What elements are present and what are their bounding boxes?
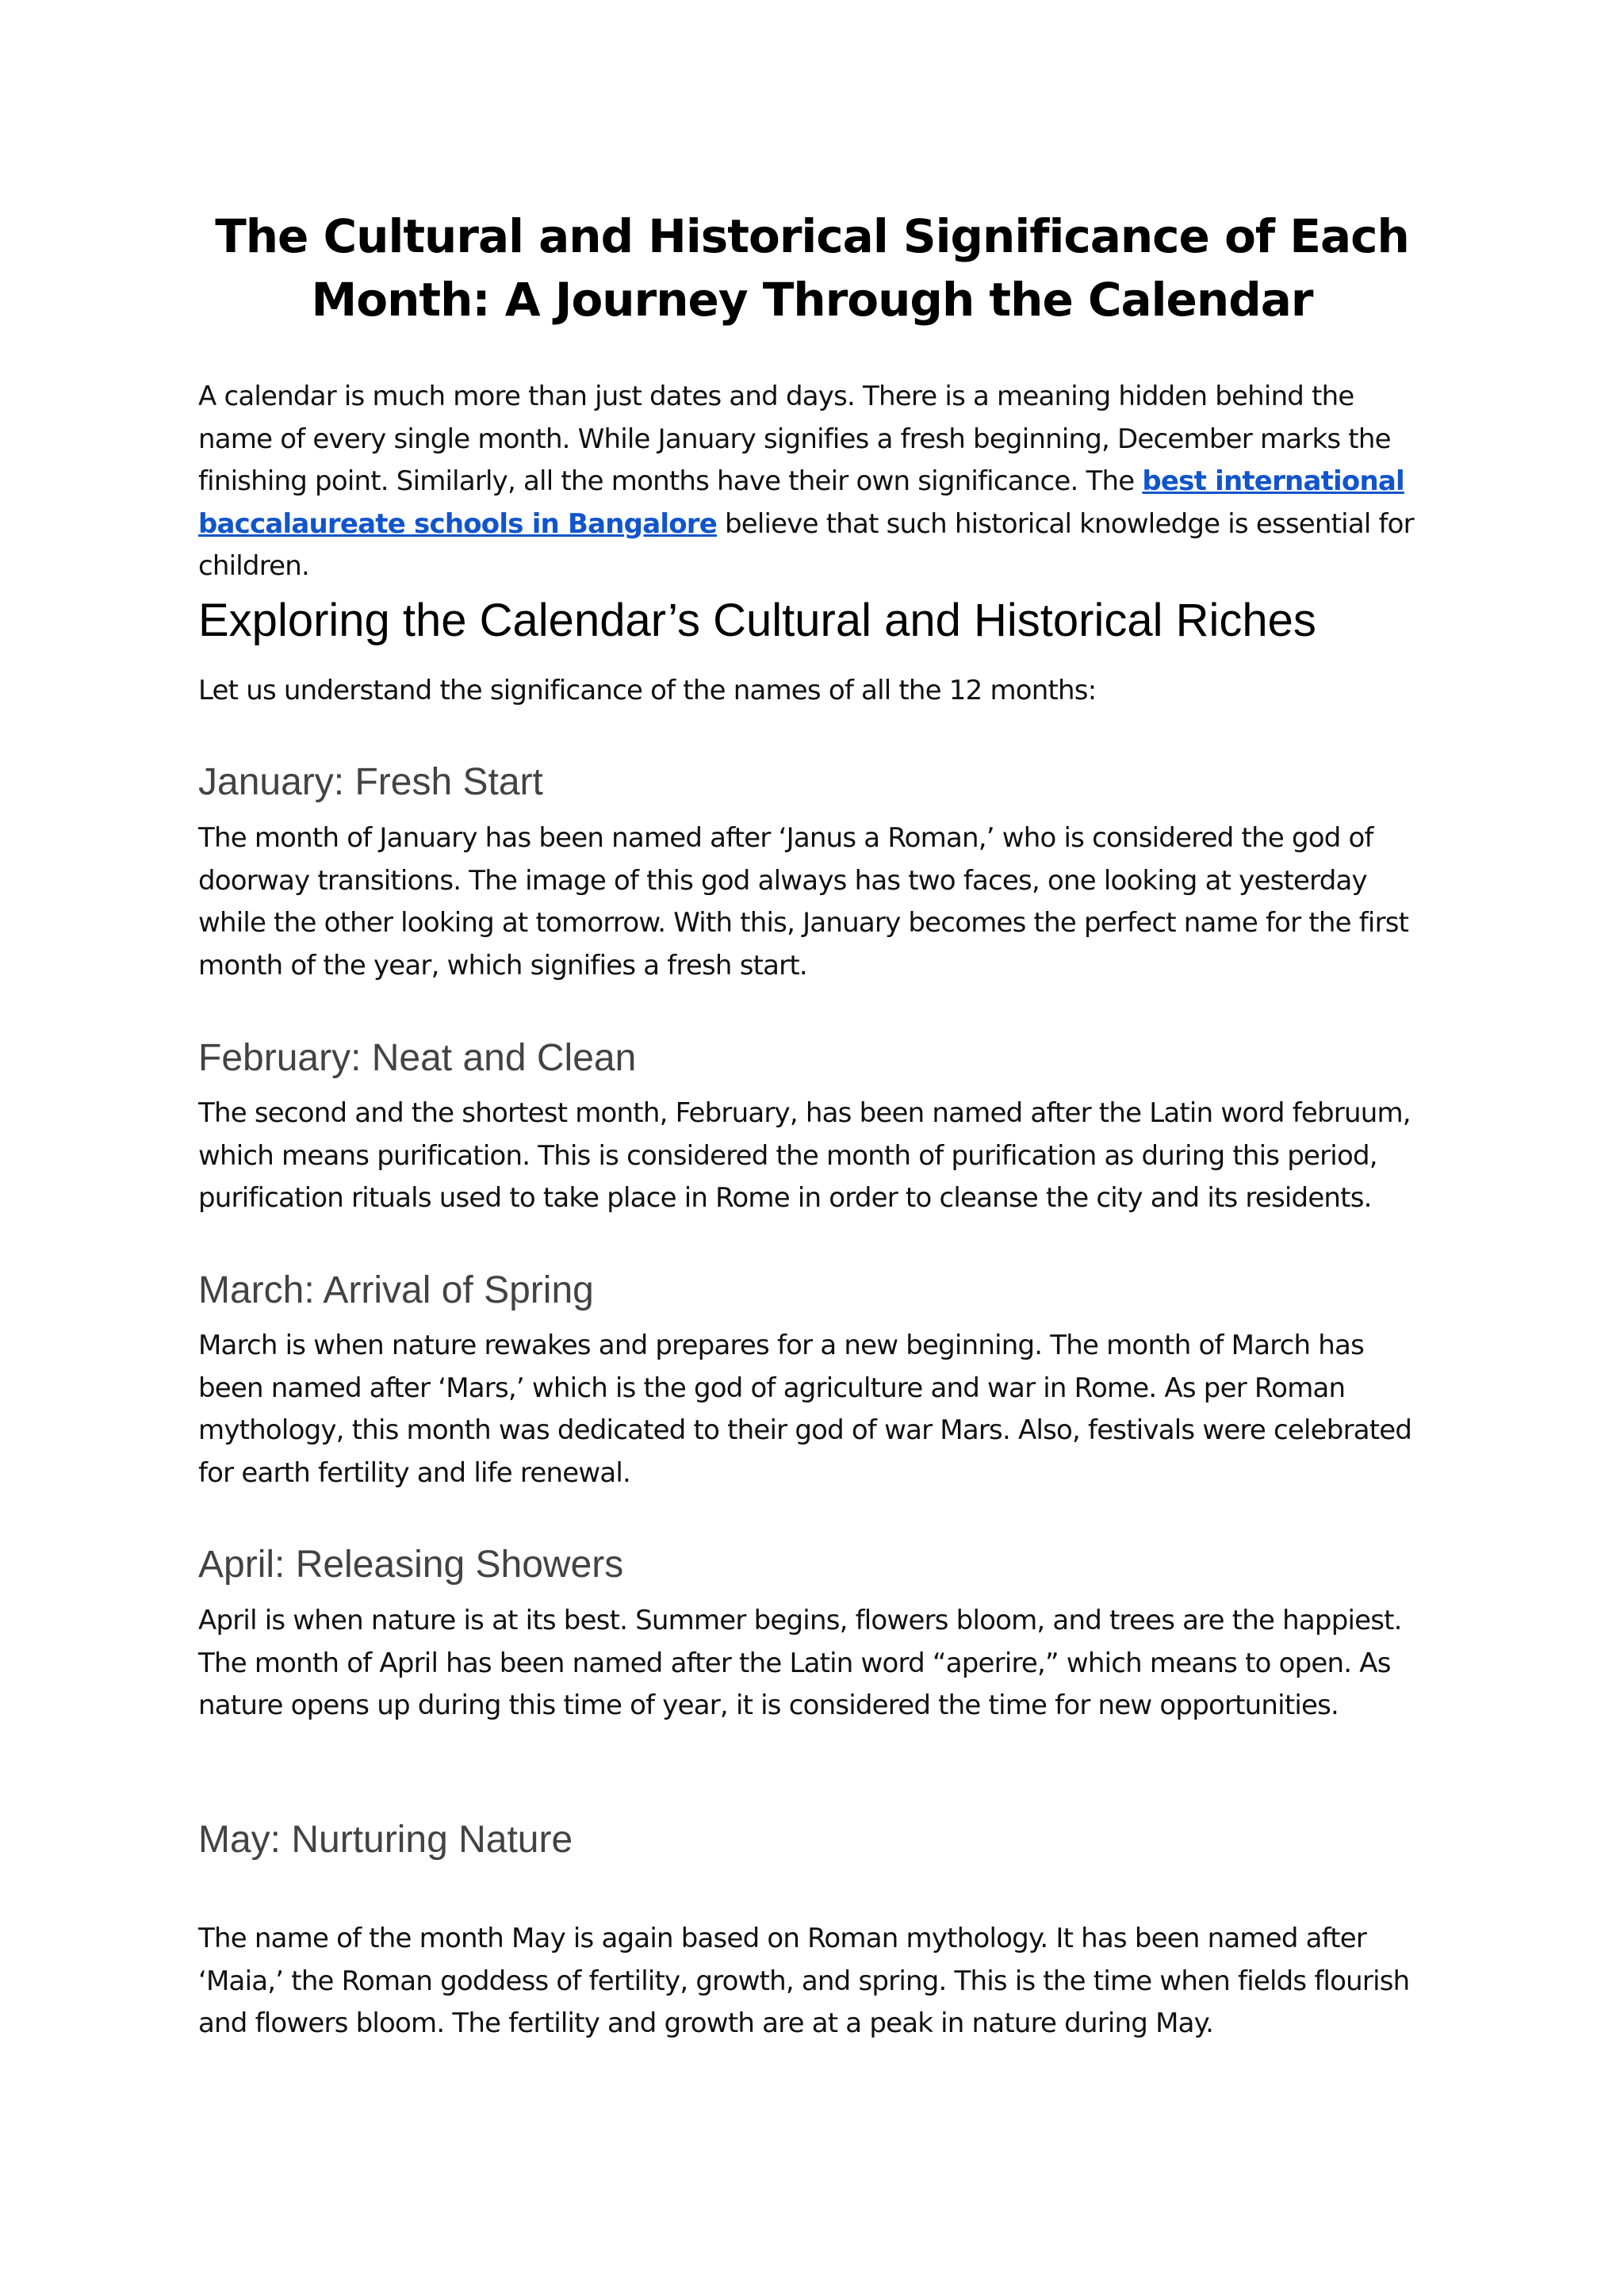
month-body-february: The second and the shortest month, February, has been named after the Latin word februum, which means purification. This is considered the month of purification as during this period, purification rituals used to take place in Rome in order to cleanse the city and its residents.	[198, 1097, 1411, 1214]
month-heading-may: May: Nurturing Nature	[198, 1819, 573, 1861]
month-body-may: The name of the month May is again based on Roman mythology. It has been named after ‘Maia,’ the Roman goddess of fertility, growth, and spring. This is the time when fields flourish and flowers bloom. The fertility and growth are at a peak in nature during May.	[198, 1923, 1410, 2039]
month-heading-january: January: Fresh Start	[198, 761, 543, 803]
month-heading-march: March: Arrival of Spring	[198, 1269, 594, 1311]
intro-text-after-link: believe that such historical knowledge is essential for children.	[198, 507, 1414, 582]
month-heading-february: February: Neat and Clean	[198, 1037, 637, 1079]
document-title: The Cultural and Historical Significance of Each Month: A Journey Through the Calendar	[215, 209, 1409, 327]
month-body-april: April is when nature is at its best. Summer begins, flowers bloom, and trees are the happiest. The month of April has been named after the Latin word “aperire,” which means to open. As nature opens up during this time of year, it is considered the time for new opportunities.	[198, 1605, 1402, 1721]
month-body-march: March is when nature rewakes and prepares for a new beginning. The month of March has been named after ‘Mars,’ which is the god of agriculture and war in Rome. As per Roman mythology, this month was dedicated to their god of war Mars. Also, festivals were celebrated for earth fertility and life renewal.	[198, 1330, 1412, 1489]
section-intro: Let us understand the significance of the names of all the 12 months:	[198, 675, 1097, 706]
month-heading-april: April: Releasing Showers	[198, 1544, 624, 1586]
intro-text-before-link: A calendar is much more than just dates and days. There is a meaning hidden behind the name of every single month. While January signifies a fresh beginning, December marks the finishing point. Similarly, all the months have their own significance. The	[198, 381, 1391, 497]
section-heading: Exploring the Calendar’s Cultural and Historical Riches	[198, 595, 1316, 646]
month-body-january: The month of January has been named after ‘Janus a Roman,’ who is considered the god of doorway transitions. The image of this god always has two faces, one looking at yesterday while the other looking at tomorrow. With this, January becomes the perfect name for the first month of the year, which signifies a fresh start.	[198, 822, 1409, 982]
intro-paragraph	[198, 376, 1435, 588]
schools-link[interactable]: best international baccalaureate schools in Bangalore	[198, 465, 1404, 540]
